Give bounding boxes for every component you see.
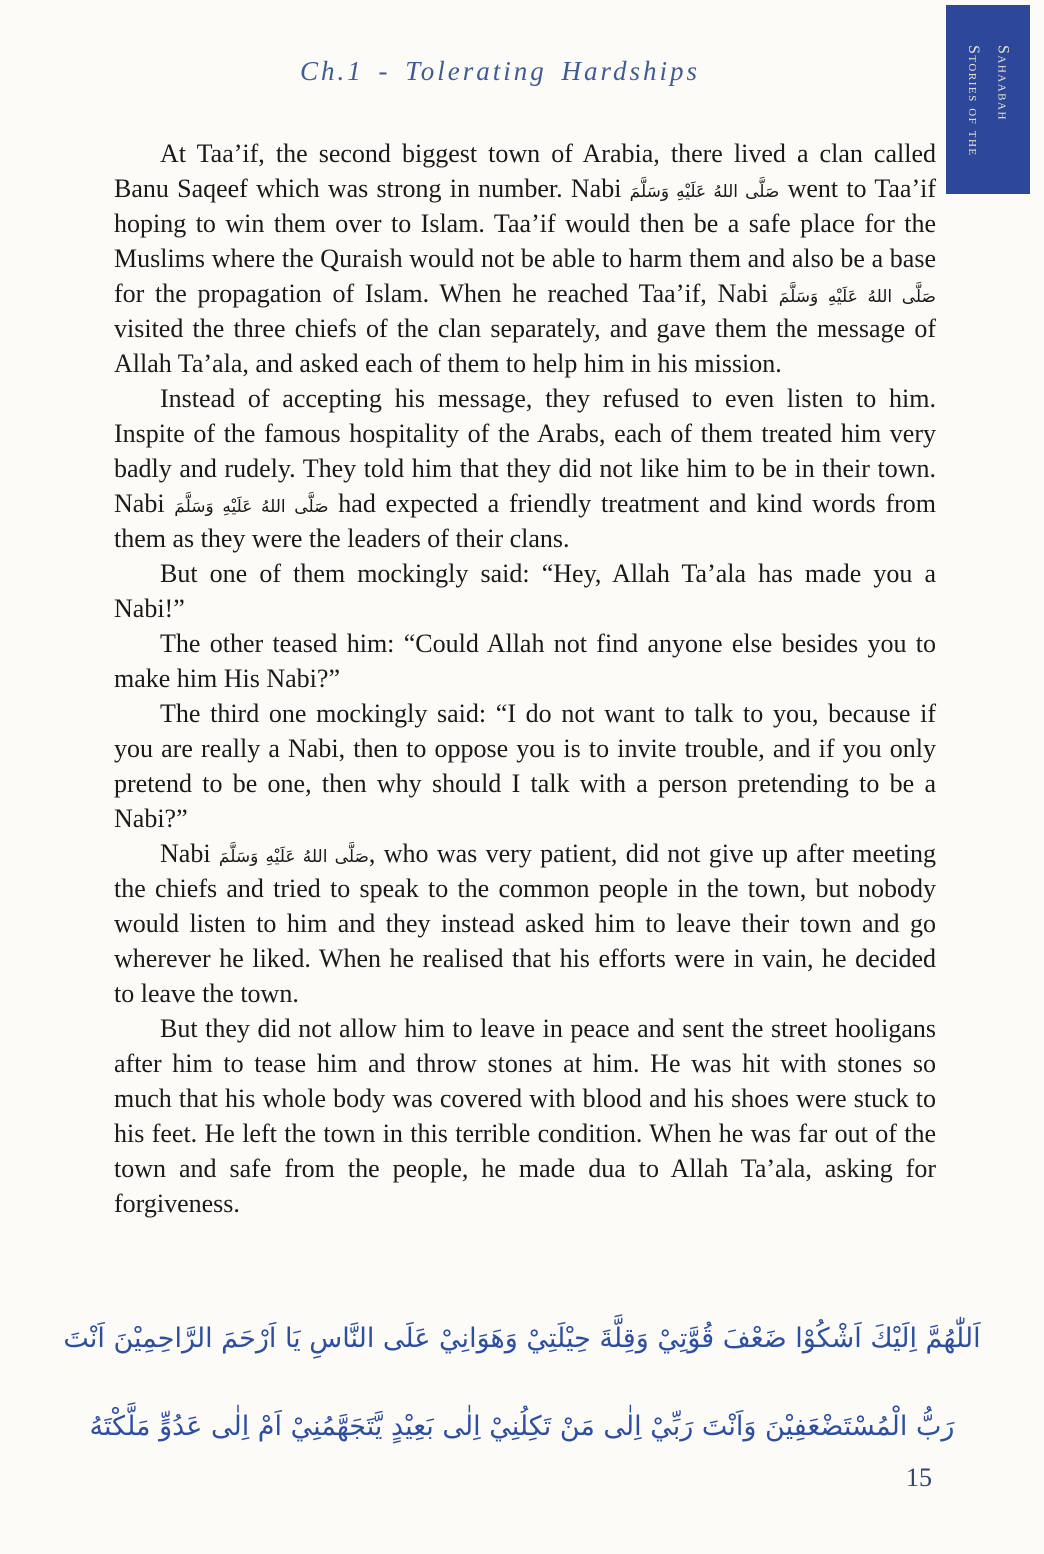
page-number: 15: [906, 1463, 932, 1492]
salawat-calligraphy: صَلَّى اللهُ عَلَيْهِ وَسَلَّمَ: [629, 182, 780, 202]
paragraph: Nabi صَلَّى اللهُ عَلَيْهِ وَسَلَّمَ, who was very patient, did not give up after meeting the chiefs and tried to speak to the common people in the town, but nobody would listen to him and they instead asked him to leave their town and go wherever he liked. When he realised that his efforts were in vain, he decided to leave the town.: [114, 839, 937, 1008]
paragraph: At Taa’if, the second biggest town of Arabia, there lived a clan called Banu Saqeef which was strong in number. Nabi صَلَّى اللهُ عَلَيْهِ وَسَلَّمَ went to Taa’if hoping to win them over to Islam. Taa’if would then be a safe place for the Muslims where the Quraish would not be able to harm them and also be a base for the propagation of Islam. When he reached Taa’if, Nabi صَلَّى اللهُ عَلَيْهِ وَسَلَّمَ visited the three chiefs of the clan separately, and gave them the message of Allah Ta’ala, and asked each of them to help him in his mission.: [114, 139, 937, 378]
spine-tab: [946, 5, 1030, 194]
paragraph: But they did not allow him to leave in peace and sent the street hooligans after him to tease him and throw stones at him. He was hit with stones so much that his whole body was covered with blood and his shoes were stuck to his feet. He left the town in this terrible condition. When he was far out of the town and safe from the people, he made dua to Allah Ta’ala, asking for forgiveness.: [114, 1014, 936, 1218]
body-text: [114, 136, 936, 1221]
salawat-calligraphy: صَلَّى اللهُ عَلَيْهِ وَسَلَّمَ: [218, 847, 369, 867]
dua-line-1: اَللّٰهُمَّ اِلَيْكَ اَشْكُوْا ضَعْفَ قُوَّتِيْ وَقِلَّةَ حِيْلَتِيْ وَهَوَانِيْ عَلَى النَّاسِ يَا اَرْحَمَ الرَّاحِمِيْنَ اَنْتَ: [63, 1323, 981, 1354]
spine-tab-line2: Sahaabah: [994, 45, 1012, 121]
spine-tab-text: [958, 5, 1017, 194]
chapter-running-header: Ch.1 - Tolerating Hardships: [299, 56, 701, 86]
salawat-calligraphy: صَلَّى اللهُ عَلَيْهِ وَسَلَّمَ: [778, 287, 936, 307]
paragraph: The other teased him: “Could Allah not find anyone else besides you to make him His Nabi?”: [114, 629, 936, 693]
paragraph: The third one mockingly said: “I do not want to talk to you, because if you are really a Nabi, then to oppose you is to invite trouble, and if you only pretend to be one, then why should I talk with a person pretending to be a Nabi?”: [114, 699, 936, 833]
salawat-calligraphy: صَلَّى اللهُ عَلَيْهِ وَسَلَّمَ: [174, 497, 329, 517]
paragraph: Instead of accepting his message, they refused to even listen to him. Inspite of the famous hospitality of the Arabs, each of them treated him very badly and rudely. They told him that they did not like him to be in their town. Nabi صَلَّى اللهُ عَلَيْهِ وَسَلَّمَ had expected a friendly treatment and kind words from them as they were the leaders of their clans.: [114, 384, 937, 553]
arabic-dua: [60, 1303, 984, 1479]
spine-tab-line1: Stories of the: [965, 45, 982, 157]
dua-line-2: رَبُّ الْمُسْتَضْعَفِيْنَ وَاَنْتَ رَبِّيْ اِلٰى مَنْ تَكِلُنِيْ اِلٰى بَعِيْدٍ يَّتَجَهَّمُنِيْ اَمْ اِلٰى عَدُوٍّ مَلَّكْتَهُ: [89, 1411, 955, 1442]
paragraph: But one of them mockingly said: “Hey, Allah Ta’ala has made you a Nabi!”: [114, 559, 936, 623]
